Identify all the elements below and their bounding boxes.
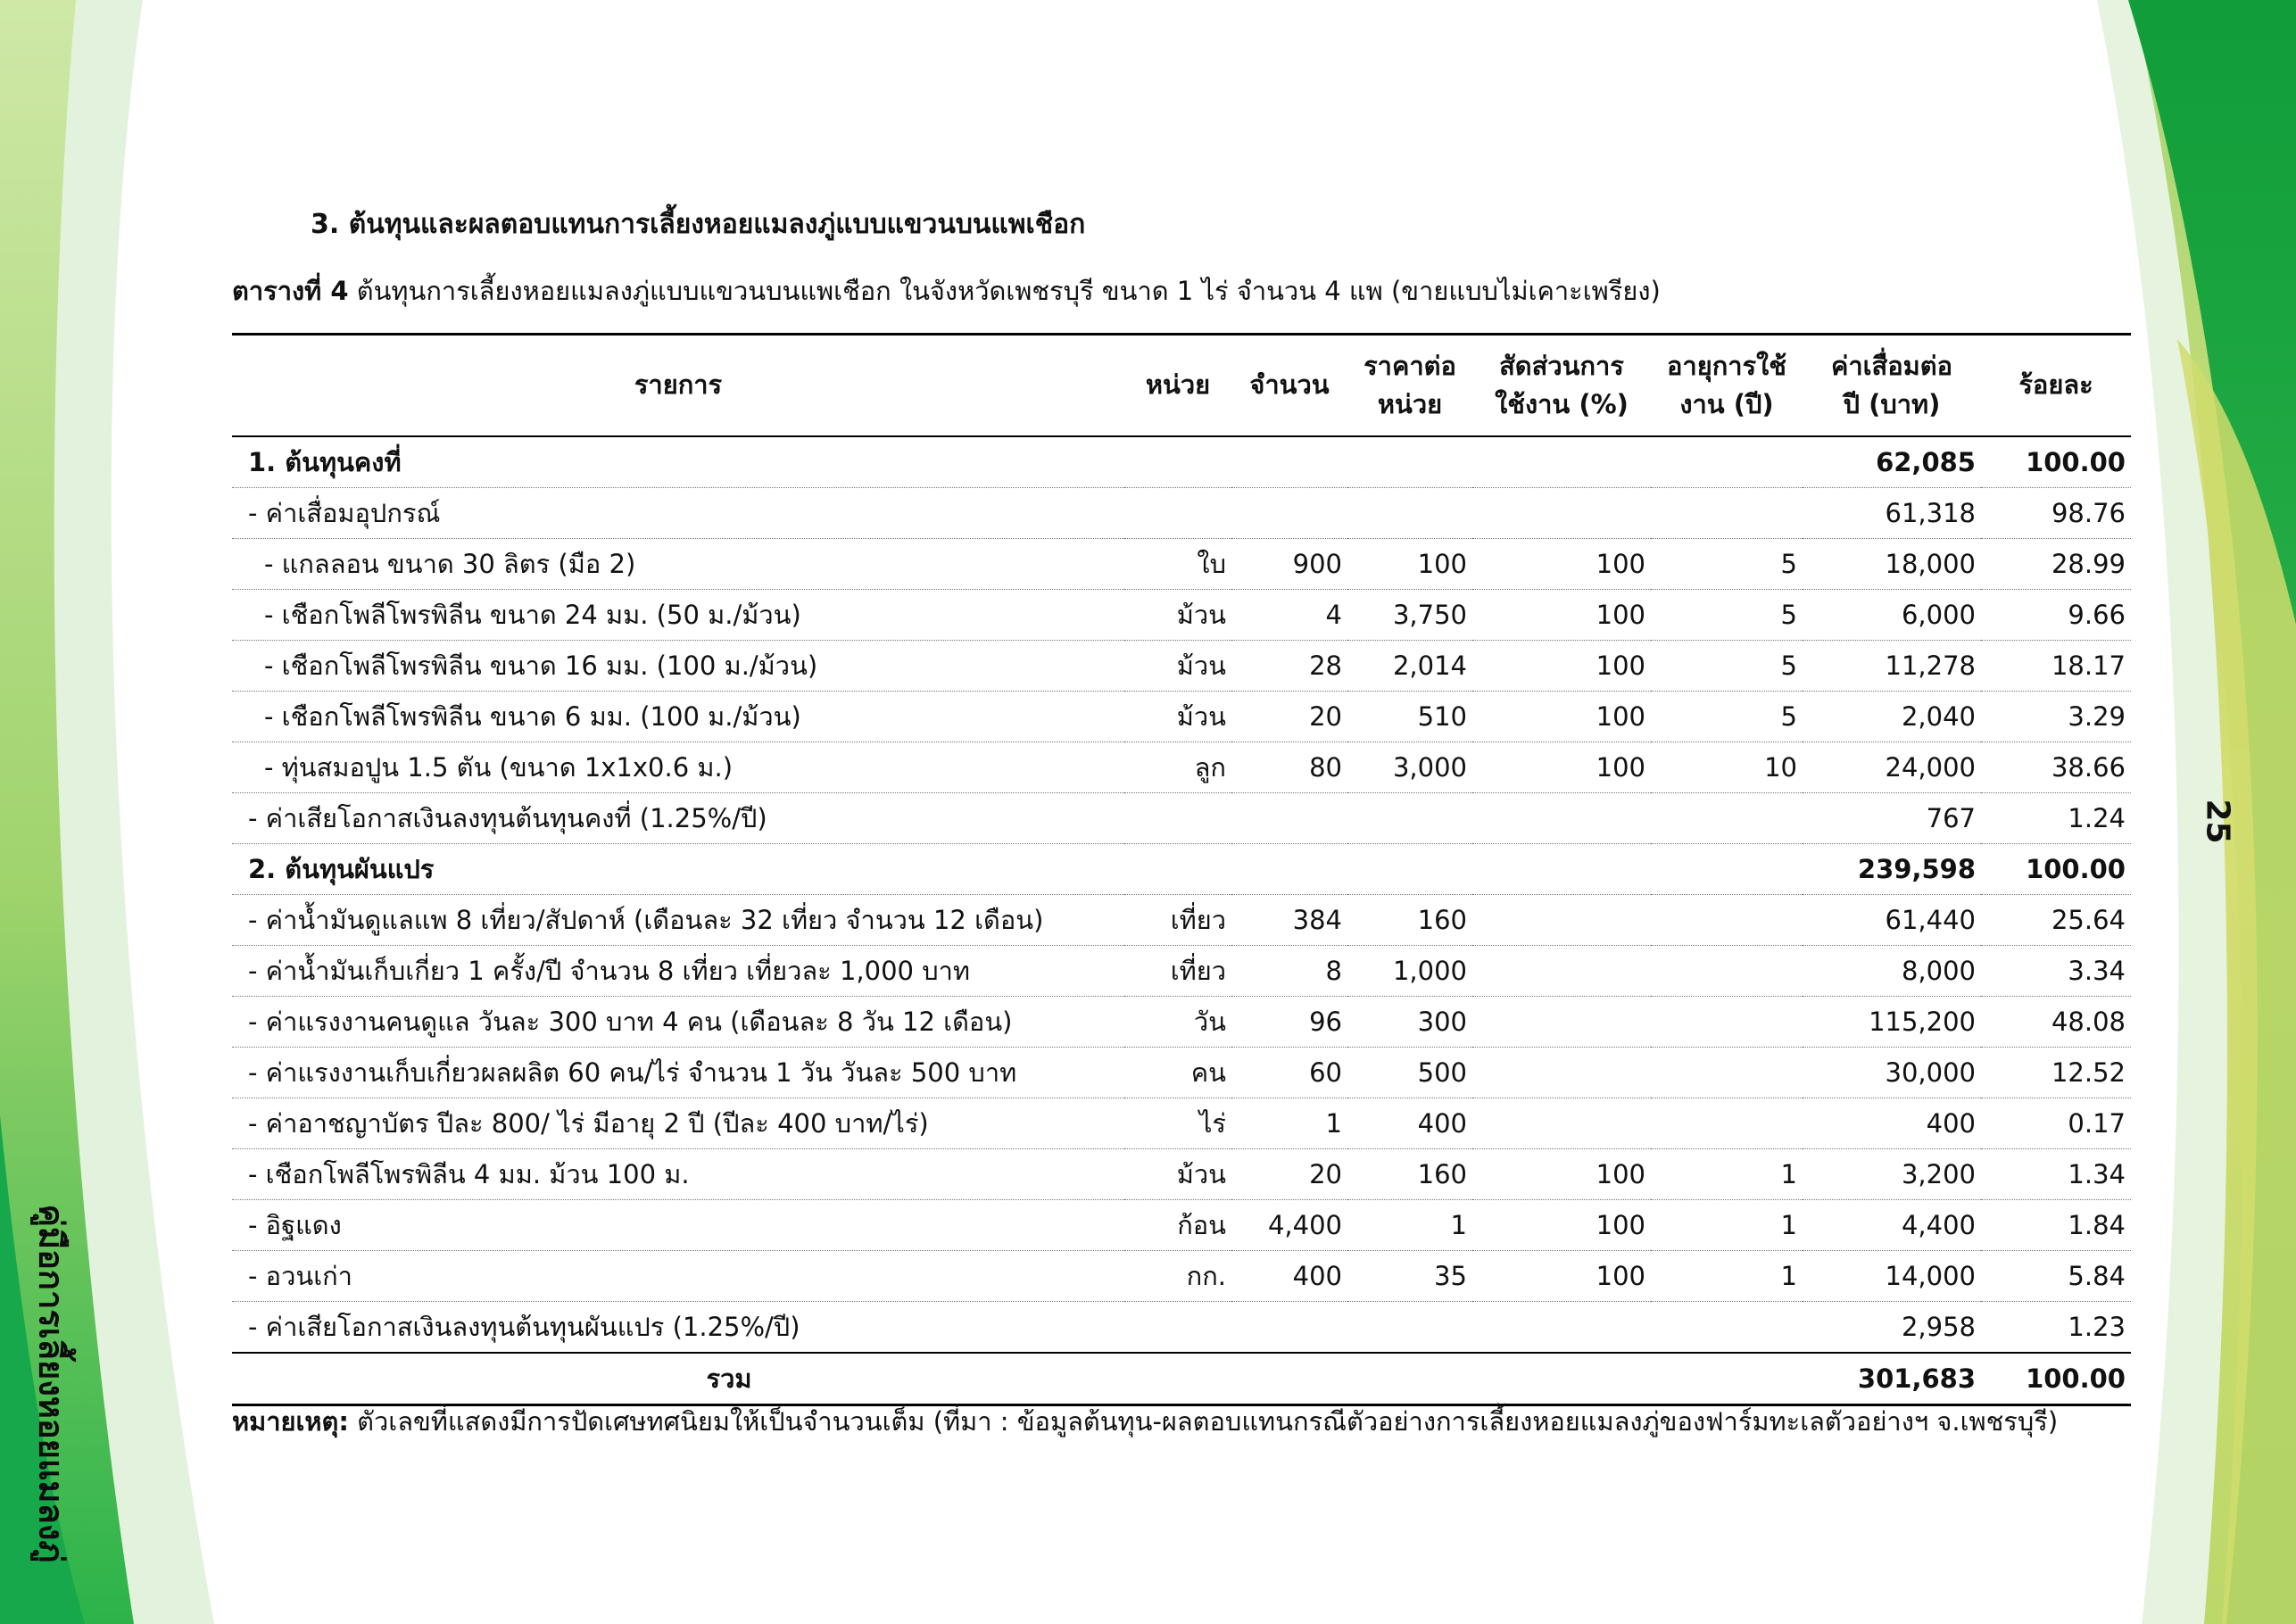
note-label: หมายเหตุ: [232,1406,349,1437]
cell-life [1651,895,1803,946]
cell-depreciation: 24,000 [1803,742,1981,793]
cell-unit: ม้วน [1124,590,1231,641]
total-empty-cell [1651,1353,1803,1405]
section-heading: 3. ต้นทุนและผลตอบแทนการเลี้ยงหอยแมลงภู่แบบแขวนบนแพเชือก [311,209,1086,240]
cell-item: - เชือกโพลีโพรพิลีน ขนาด 16 มม. (100 ม./ม้วน) [232,641,1124,692]
cell-percent: 48.08 [1981,997,2131,1048]
cell-depreciation: 6,000 [1803,590,1981,641]
table-row [232,742,2131,793]
table-row [232,997,2131,1048]
cell-qty: 384 [1231,895,1347,946]
cell-life [1651,844,1803,895]
cell-price [1347,488,1472,539]
cell-percent: 1.34 [1981,1149,2131,1200]
table-row [232,641,2131,692]
cell-item: - เชือกโพลีโพรพิลีน ขนาด 6 มม. (100 ม./ม้วน) [232,692,1124,742]
cell-unit: ใบ [1124,539,1231,590]
cell-percent: 28.99 [1981,539,2131,590]
cell-item: - ค่าน้ำมันดูแลแพ 8 เที่ยว/สัปดาห์ (เดือนละ 32 เที่ยว จำนวน 12 เดือน) [232,895,1124,946]
cell-usage: 100 [1472,590,1651,641]
header-item: รายการ [232,335,1124,437]
cell-depreciation: 61,440 [1803,895,1981,946]
cell-usage [1472,1302,1651,1354]
cell-price: 1,000 [1347,946,1472,997]
cell-percent: 1.84 [1981,1200,2131,1251]
cell-usage: 100 [1472,1200,1651,1251]
cell-depreciation: 14,000 [1803,1251,1981,1302]
cell-percent: 1.24 [1981,793,2131,844]
page-number [2191,785,2244,857]
cell-item: - อิฐแดง [232,1200,1124,1251]
cell-percent: 100.00 [1981,844,2131,895]
cell-life: 1 [1651,1200,1803,1251]
cell-unit: กก. [1124,1251,1231,1302]
cell-percent: 1.23 [1981,1302,2131,1354]
cell-depreciation: 18,000 [1803,539,1981,590]
cell-usage: 100 [1472,641,1651,692]
cell-percent: 12.52 [1981,1048,2131,1098]
cell-usage [1472,1098,1651,1149]
cell-usage [1472,997,1651,1048]
table-row [232,946,2131,997]
table-row [232,590,2131,641]
cell-qty [1231,1302,1347,1354]
cell-price: 160 [1347,895,1472,946]
cell-life [1651,946,1803,997]
cell-item: - ทุ่นสมอปูน 1.5 ตัน (ขนาด 1x1x0.6 ม.) [232,742,1124,793]
total-empty-cell [1472,1353,1651,1405]
cell-life [1651,1048,1803,1098]
header-unit: หน่วย [1124,335,1231,437]
cell-life [1651,997,1803,1048]
cell-qty: 1 [1231,1098,1347,1149]
cell-unit: คน [1124,1048,1231,1098]
cell-price: 3,000 [1347,742,1472,793]
header-qty: จำนวน [1231,335,1347,437]
cell-life: 5 [1651,692,1803,742]
cell-item: - ค่าอาชญาบัตร ปีละ 800/ ไร่ มีอายุ 2 ปี (ปีละ 400 บาท/ไร่) [232,1098,1124,1149]
cell-item: - ค่าน้ำมันเก็บเกี่ยว 1 ครั้ง/ปี จำนวน 8 เที่ยว เที่ยวละ 1,000 บาท [232,946,1124,997]
sidebar-title-text: คู่มือการเลี้ยงหอยแมลงภู่ [31,1204,71,1562]
cell-depreciation: 61,318 [1803,488,1981,539]
cell-life [1651,1098,1803,1149]
cell-depreciation: 3,200 [1803,1149,1981,1200]
cell-unit: ก้อน [1124,1200,1231,1251]
cell-unit: วัน [1124,997,1231,1048]
cell-qty: 96 [1231,997,1347,1048]
header-price: ราคาต่อ หน่วย [1347,335,1472,437]
cell-life [1651,488,1803,539]
cell-life: 1 [1651,1149,1803,1200]
cell-qty [1231,793,1347,844]
header-depreciation: ค่าเสื่อมต่อ ปี (บาท) [1803,335,1981,437]
cell-price: 35 [1347,1251,1472,1302]
cell-life: 1 [1651,1251,1803,1302]
cell-item: - ค่าเสียโอกาสเงินลงทุนต้นทุนผันแปร (1.25%/ปี) [232,1302,1124,1354]
cell-depreciation: 767 [1803,793,1981,844]
table-row [232,1149,2131,1200]
cell-unit [1124,793,1231,844]
cell-qty [1231,436,1347,488]
table-row [232,1302,2131,1354]
cell-unit [1124,488,1231,539]
page-number-text: 25 [2199,798,2236,844]
cell-percent: 3.29 [1981,692,2131,742]
cell-depreciation: 62,085 [1803,436,1981,488]
cell-item: - ค่าแรงงานคนดูแล วันละ 300 บาท 4 คน (เดือนละ 8 วัน 12 เดือน) [232,997,1124,1048]
table-caption [232,270,1661,311]
sidebar-book-title [25,1196,79,1570]
header-usage: สัดส่วนการ ใช้งาน (%) [1472,335,1651,437]
table-row [232,1251,2131,1302]
table-row [232,436,2131,488]
cell-percent: 3.34 [1981,946,2131,997]
cell-percent: 38.66 [1981,742,2131,793]
cell-unit [1124,844,1231,895]
cell-unit: เที่ยว [1124,946,1231,997]
cell-depreciation: 30,000 [1803,1048,1981,1098]
cell-unit [1124,436,1231,488]
cell-usage: 100 [1472,1149,1651,1200]
cell-qty: 4 [1231,590,1347,641]
cell-life: 5 [1651,539,1803,590]
cell-percent: 98.76 [1981,488,2131,539]
cell-percent: 0.17 [1981,1098,2131,1149]
cell-unit: เที่ยว [1124,895,1231,946]
cell-item: - อวนเก่า [232,1251,1124,1302]
table-row [232,1200,2131,1251]
cell-qty: 8 [1231,946,1347,997]
cell-depreciation: 8,000 [1803,946,1981,997]
cell-price: 400 [1347,1098,1472,1149]
header-percent: ร้อยละ [1981,335,2131,437]
table-row [232,844,2131,895]
table-row [232,1048,2131,1098]
cell-usage [1472,793,1651,844]
cell-depreciation: 400 [1803,1098,1981,1149]
total-percent: 100.00 [1981,1353,2131,1405]
cell-item: 1. ต้นทุนคงที่ [232,436,1124,488]
cell-percent: 25.64 [1981,895,2131,946]
table-row [232,895,2131,946]
cell-percent: 9.66 [1981,590,2131,641]
cell-depreciation: 11,278 [1803,641,1981,692]
table-row [232,488,2131,539]
cell-life: 5 [1651,590,1803,641]
cell-qty: 900 [1231,539,1347,590]
cell-unit: ม้วน [1124,692,1231,742]
cell-usage [1472,436,1651,488]
cell-price: 100 [1347,539,1472,590]
cell-price: 500 [1347,1048,1472,1098]
cell-life [1651,436,1803,488]
table-row [232,539,2131,590]
cell-qty: 60 [1231,1048,1347,1098]
cell-usage: 100 [1472,539,1651,590]
cell-item: - แกลลอน ขนาด 30 ลิตร (มือ 2) [232,539,1124,590]
cell-depreciation: 115,200 [1803,997,1981,1048]
cell-price: 1 [1347,1200,1472,1251]
cell-depreciation: 239,598 [1803,844,1981,895]
cell-price: 160 [1347,1149,1472,1200]
cell-unit: ม้วน [1124,1149,1231,1200]
cell-item: - เชือกโพลีโพรพิลีน 4 มม. ม้วน 100 ม. [232,1149,1124,1200]
cell-qty: 400 [1231,1251,1347,1302]
cell-price: 2,014 [1347,641,1472,692]
total-depreciation: 301,683 [1803,1353,1981,1405]
total-label: รวม [232,1353,1124,1405]
cell-item: - ค่าเสื่อมอุปกรณ์ [232,488,1124,539]
cell-life [1651,793,1803,844]
cell-item: - ค่าแรงงานเก็บเกี่ยวผลผลิต 60 คน/ไร่ จำนวน 1 วัน วันละ 500 บาท [232,1048,1124,1098]
cell-unit: ลูก [1124,742,1231,793]
table-total-row [232,1353,2131,1405]
cell-item: 2. ต้นทุนผันแปร [232,844,1124,895]
cell-depreciation: 4,400 [1803,1200,1981,1251]
total-empty-cell [1124,1353,1231,1405]
cell-qty: 20 [1231,1149,1347,1200]
caption-label: ตารางที่ 4 [232,276,349,306]
cell-depreciation: 2,040 [1803,692,1981,742]
cell-percent: 18.17 [1981,641,2131,692]
table-row [232,1098,2131,1149]
note-text: ตัวเลขที่แสดงมีการปัดเศษทศนิยมให้เป็นจำนวนเต็ม (ที่มา : ข้อมูลต้นทุน-ผลตอบแทนกรณีตัวอย่างการเลี้ยงหอยแมลงภู่ของฟาร์มทะเลตัวอย่างฯ จ.เพชรบุรี) [348,1406,2059,1437]
cell-item: - ค่าเสียโอกาสเงินลงทุนต้นทุนคงที่ (1.25%/ปี) [232,793,1124,844]
cell-percent: 100.00 [1981,436,2131,488]
cell-price [1347,793,1472,844]
cell-usage: 100 [1472,692,1651,742]
table-header-row [232,335,2131,437]
cell-usage: 100 [1472,742,1651,793]
header-life: อายุการใช้ งาน (ปี) [1651,335,1803,437]
cell-percent: 5.84 [1981,1251,2131,1302]
cell-price [1347,436,1472,488]
table-note [232,1401,2058,1442]
table-row [232,793,2131,844]
cost-table [232,333,2131,1406]
cell-unit: ไร่ [1124,1098,1231,1149]
cell-price: 510 [1347,692,1472,742]
cell-life: 10 [1651,742,1803,793]
caption-text: ต้นทุนการเลี้ยงหอยแมลงภู่แบบแขวนบนแพเชือก ในจังหวัดเพชรบุรี ขนาด 1 ไร่ จำนวน 4 แพ (ขายแบบไม่เคาะเพรียง) [348,276,1661,306]
total-empty-cell [1231,1353,1347,1405]
cell-price [1347,1302,1472,1354]
cell-qty [1231,488,1347,539]
cell-life [1651,1302,1803,1354]
cell-qty: 4,400 [1231,1200,1347,1251]
cell-price: 300 [1347,997,1472,1048]
cell-usage [1472,488,1651,539]
cell-price: 3,750 [1347,590,1472,641]
cell-item: - เชือกโพลีโพรพิลีน ขนาด 24 มม. (50 ม./ม้วน) [232,590,1124,641]
cell-usage [1472,946,1651,997]
cell-usage: 100 [1472,1251,1651,1302]
cell-unit [1124,1302,1231,1354]
table-row [232,692,2131,742]
cell-qty: 28 [1231,641,1347,692]
cell-qty: 80 [1231,742,1347,793]
cell-depreciation: 2,958 [1803,1302,1981,1354]
cell-qty [1231,844,1347,895]
cell-life: 5 [1651,641,1803,692]
cell-qty: 20 [1231,692,1347,742]
cell-usage [1472,1048,1651,1098]
cell-usage [1472,844,1651,895]
cell-usage [1472,895,1651,946]
cell-price [1347,844,1472,895]
total-empty-cell [1347,1353,1472,1405]
cell-unit: ม้วน [1124,641,1231,692]
